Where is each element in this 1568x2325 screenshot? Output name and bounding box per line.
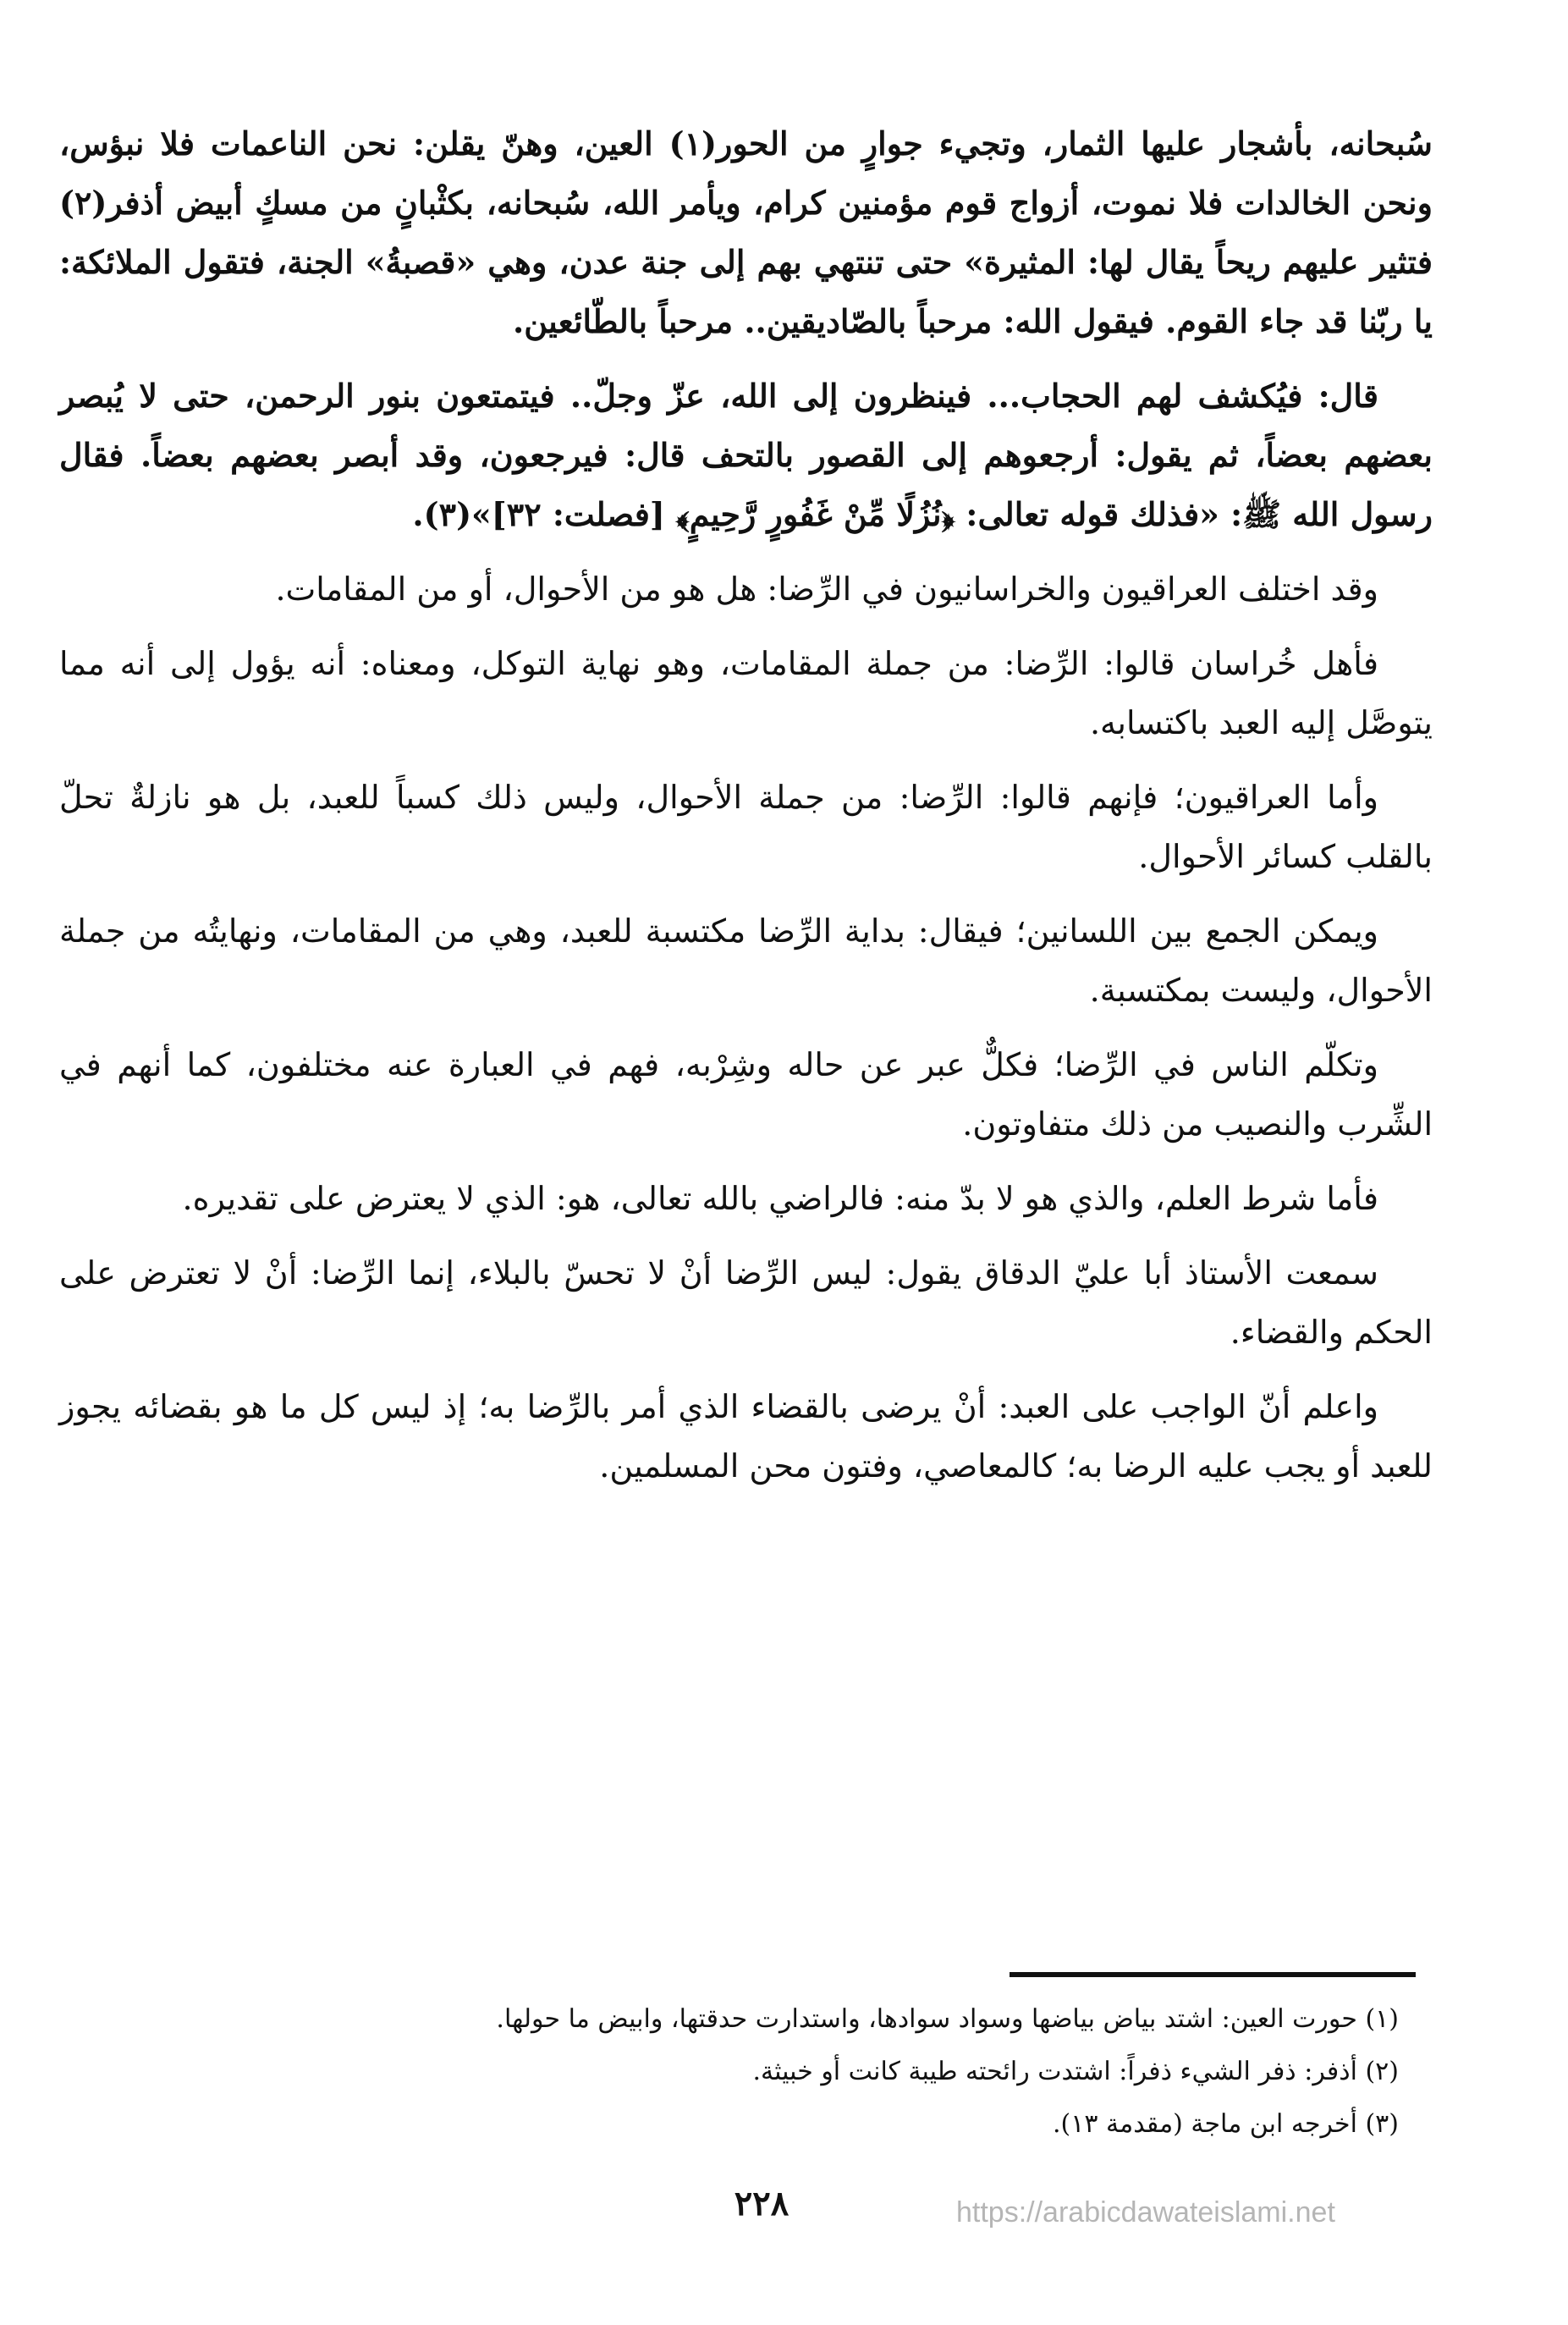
paragraph-4: فأهل خُراسان قالوا: الرِّضا: من جملة المقامات، وهو نهاية التوكل، ومعناه: أنه يؤول إلى أنه مما يتوصَّل إليه العبد باكتسابه. <box>59 645 1433 741</box>
footnote-1: (١) حورت العين: اشتد بياض بياضها وسواد سوادها، واستدارت حدقتها، وابيض ما حولها. <box>496 2004 1399 2034</box>
paragraph-6: ويمكن الجمع بين اللسانين؛ فيقال: بداية الرِّضا مكتسبة للعبد، وهي من المقامات، ونهايتُه من جملة الأحوال، وليست بمكتسبة. <box>59 912 1433 1009</box>
main-text <box>59 114 1433 1511</box>
watermark-url: https://arabicdawateislami.net <box>956 2196 1335 2229</box>
footnote-divider <box>1010 1972 1416 1977</box>
paragraph-8: فأما شرط العلم، والذي هو لا بدّ منه: فالراضي بالله تعالى، هو: الذي لا يعترض على تقديره. <box>182 1180 1378 1217</box>
paragraph-5: وأما العراقيون؛ فإنهم قالوا: الرِّضا: من جملة الأحوال، وليس ذلك كسباً للعبد، بل هو نازلةٌ تحلّ بالقلب كسائر الأحوال. <box>59 779 1433 875</box>
paragraph-9: سمعت الأستاذ أبا عليّ الدقاق يقول: ليس الرِّضا أنْ لا تحسّ بالبلاء، إنما الرِّضا: أنْ لا تعترض على الحكم والقضاء. <box>59 1254 1433 1351</box>
paragraph-2: قال: فيُكشف لهم الحجاب... فينظرون إلى الله، عزّ وجلّ.. فيتمتعون بنور الرحمن، حتى لا يُبصر بعضهم بعضاً، ثم يقول: أرجعوهم إلى القصور بالتحف قال: فيرجعون، وقد أبصر بعضهم بعضاً. فقال رسول الله ﷺ: «فذلك قوله تعالى: ﴿نُزُلًا مِّنْ غَفُورٍ رَّحِيمٍ﴾ [فصلت: ٣٢]»(٣). <box>59 377 1433 533</box>
footnotes <box>59 1993 1399 2151</box>
paragraph-7: وتكلّم الناس في الرِّضا؛ فكلٌّ عبر عن حاله وشِرْبه، فهم في العبارة عنه مختلفون، كما أنهم في الشِّرب والنصيب من ذلك متفاوتون. <box>59 1046 1433 1143</box>
footnote-3: (٣) أخرجه ابن ماجة (مقدمة ١٣). <box>1053 2109 1399 2139</box>
paragraph-1: سُبحانه، بأشجار عليها الثمار، وتجيء جوارٍ من الحور(١) العين، وهنّ يقلن: نحن الناعمات فلا نبؤس، ونحن الخالدات فلا نموت، أزواج قوم مؤمنين كرام، ويأمر الله، سُبحانه، بكثْبانٍ من مسكٍ أبيض أذفر(٢) فتثير عليهم ريحاً يقال لها: المثيرة» حتى تنتهي بهم إلى جنة عدن، وهي «قصبةُ» الجنة، فتقول الملائكة: يا ربّنا قد جاء القوم. فيقول الله: مرحباً بالصّاديقين.. مرحباً بالطّائعين. <box>59 124 1433 340</box>
paragraph-10: واعلم أنّ الواجب على العبد: أنْ يرضى بالقضاء الذي أمر بالرِّضا به؛ إذ ليس كل ما هو بقضائه يجوز للعبد أو يجب عليه الرضا به؛ كالمعاصي، وفتون محن المسلمين. <box>59 1388 1433 1485</box>
paragraph-3: وقد اختلف العراقيون والخراسانيون في الرِّضا: هل هو من الأحوال، أو من المقامات. <box>275 570 1378 608</box>
footnote-2: (٢) أذفر: ذفر الشيء ذفراً: اشتدت رائحته طيبة كانت أو خبيثة. <box>752 2057 1399 2086</box>
page-number: ٢٢٨ <box>734 2184 790 2223</box>
